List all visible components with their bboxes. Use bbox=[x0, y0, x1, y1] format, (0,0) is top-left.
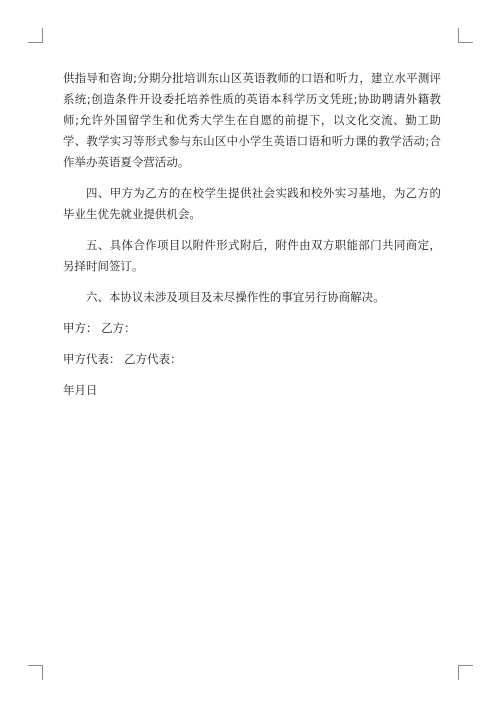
crop-mark-bottom-right bbox=[458, 665, 473, 680]
signature-representatives: 甲方代表： 乙方代表： bbox=[63, 352, 182, 366]
paragraph-item-4: 四、甲方为乙方的在校学生提供社会实践和校外实习基地，为乙方的毕业生优先就业提供机会。 bbox=[63, 186, 441, 221]
crop-mark-top-right bbox=[458, 28, 473, 43]
document-body bbox=[63, 68, 441, 401]
crop-mark-bottom-left bbox=[28, 665, 43, 680]
paragraph-item-5: 五、具体合作项目以附件形式附后，附件由双方职能部门共同商定，另择时间签订。 bbox=[63, 238, 441, 273]
signature-parties: 甲方： 乙方： bbox=[63, 321, 136, 335]
paragraph-continuation: 供指导和咨询;分期分批培训东山区英语教师的口语和听力，建立水平测评系统;创造条件开设委托培养性质的英语本科学历文凭班;协助聘请外籍教师;允许外国留学生和优秀大学生在自愿的前提下，以文化交流、勤工助学、教学实习等形式参与东山区中小学生英语口语和听力课的教学活动;合作举办英语夏令营活动。 bbox=[63, 71, 441, 169]
crop-mark-top-left bbox=[28, 28, 43, 43]
paragraph-item-6: 六、本协议未涉及项目及未尽操作性的事宜另行协商解决。 bbox=[86, 290, 385, 304]
signature-date: 年月日 bbox=[63, 383, 98, 397]
